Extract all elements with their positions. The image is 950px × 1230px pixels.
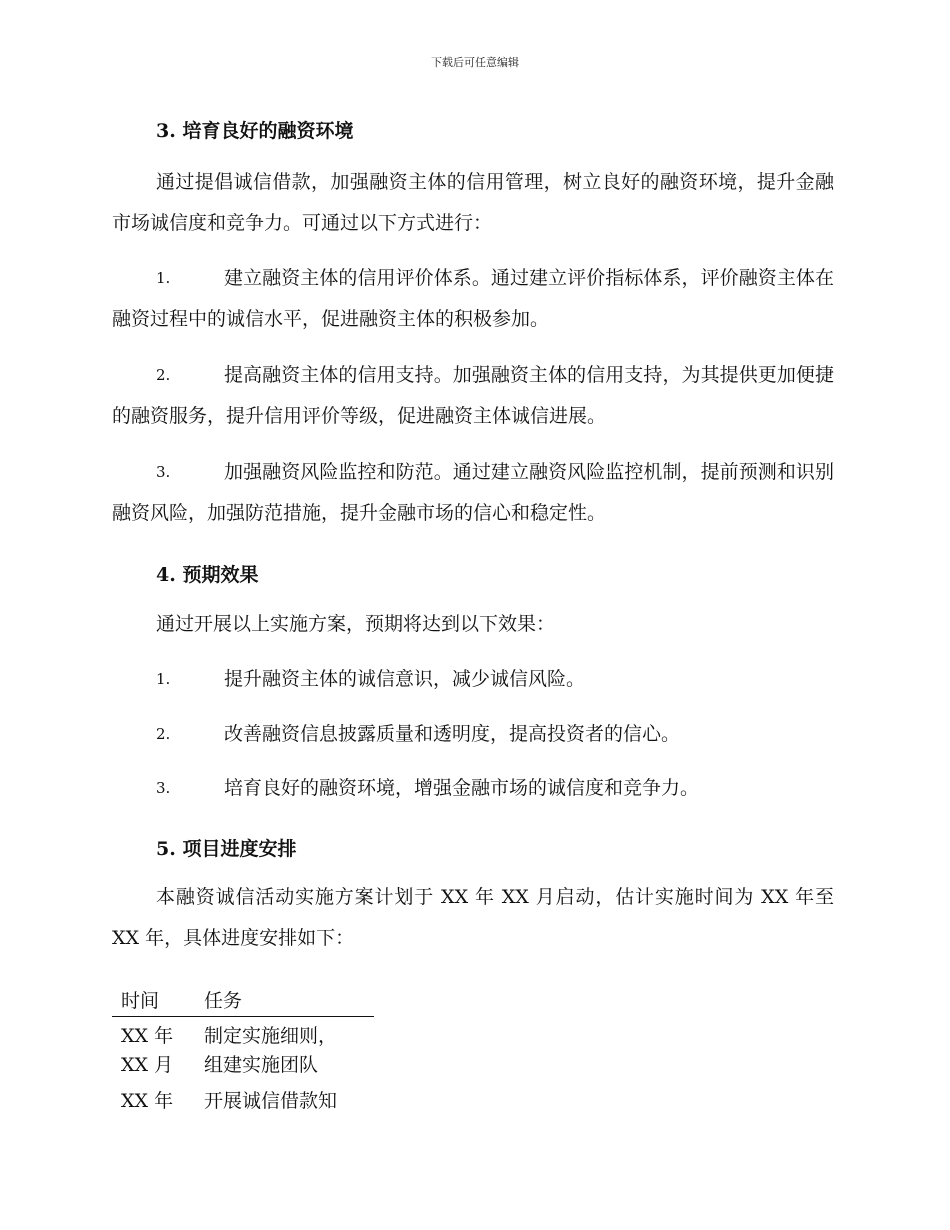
page-header: 下载后可任意编辑: [431, 56, 519, 69]
item-number: 1.: [156, 269, 171, 287]
item-number: 3.: [156, 463, 171, 481]
item-text: 建立融资主体的信用评价体系。通过建立评价指标体系，评价融资主体在融资过程中的诚信水平，促进融资主体的积极参加。: [112, 267, 834, 330]
section-3-item-3: [112, 452, 834, 534]
table-header-time: 时间: [121, 990, 160, 1012]
table-header-task: 任务: [204, 990, 243, 1012]
item-text: 改善融资信息披露质量和透明度，提高投资者的信心。: [224, 723, 681, 745]
section-3-item-2: [112, 355, 834, 437]
section-4-heading: 4. 预期效果: [156, 564, 259, 586]
item-text: 提升融资主体的诚信意识，减少诚信风险。: [224, 668, 586, 690]
table-cell-time: XX 年: [121, 1025, 174, 1047]
item-text: 提高融资主体的信用支持。加强融资主体的信用支持，为其提供更加便捷的融资服务，提升信用评价等级，促进融资主体诚信进展。: [112, 364, 834, 427]
section-3-intro: 通过提倡诚信借款，加强融资主体的信用管理，树立良好的融资环境，提升金融市场诚信度和竞争力。可通过以下方式进行：: [112, 171, 834, 234]
table-cell-task: 组建实施团队: [204, 1054, 319, 1076]
item-text: 培育良好的融资环境，增强金融市场的诚信度和竞争力。: [224, 777, 700, 799]
table-cell-time: XX 月: [121, 1054, 174, 1076]
section-4-item-2: [112, 714, 834, 755]
section-4-intro: 通过开展以上实施方案，预期将达到以下效果：: [156, 613, 556, 635]
section-4-item-1: [112, 659, 834, 700]
table-cell-task: 开展诚信借款知: [204, 1090, 338, 1112]
table-header-row: [112, 986, 374, 1017]
table-cell-time: XX 年: [121, 1090, 174, 1112]
item-number: 2.: [156, 366, 171, 384]
table-row: [112, 1021, 374, 1050]
table-row: [112, 1086, 374, 1116]
section-3-item-1: [112, 258, 834, 340]
schedule-table: [112, 986, 374, 1116]
item-text: 加强融资风险监控和防范。通过建立融资风险监控机制，提前预测和识别融资风险，加强防范措施，提升金融市场的信心和稳定性。: [112, 461, 834, 524]
section-3-heading: 3. 培育良好的融资环境: [156, 120, 354, 142]
item-number: 1.: [156, 670, 171, 688]
section-5-intro: 本融资诚信活动实施方案计划于 XX 年 XX 月启动，估计实施时间为 XX 年至 XX 年，具体进度安排如下：: [112, 886, 834, 949]
table-cell-task: 制定实施细则，: [204, 1025, 338, 1047]
section-4-item-3: [112, 768, 834, 809]
section-5-heading: 5. 项目进度安排: [156, 838, 297, 860]
item-number: 2.: [156, 725, 171, 743]
item-number: 3.: [156, 779, 171, 797]
table-row: [112, 1050, 374, 1086]
